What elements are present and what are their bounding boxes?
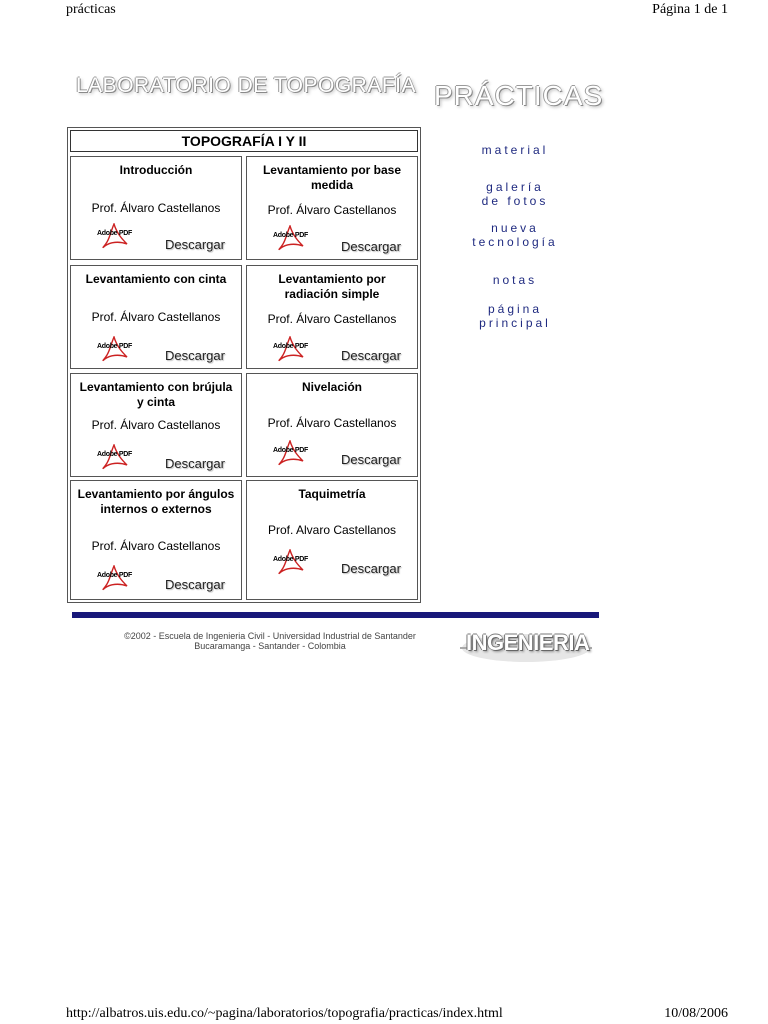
print-header-page: Página 1 de 1 xyxy=(652,2,728,17)
practice-cell-brujula xyxy=(70,373,242,477)
download-link[interactable]: Descargar xyxy=(165,348,225,363)
download-link[interactable]: Descargar xyxy=(165,237,225,252)
practice-cell-angulos xyxy=(70,480,242,600)
pdf-icon[interactable]: Adobe PDF xyxy=(97,336,131,364)
practice-title: Levantamiento por ángulos internos o externos xyxy=(77,487,235,516)
nav-link-nueva-tecnologia[interactable]: nueva tecnología xyxy=(472,221,558,249)
practice-professor: Prof. Álvaro Castellanos xyxy=(91,310,221,324)
divider-bar xyxy=(72,612,599,618)
practice-professor: Prof. Álvaro Castellanos xyxy=(267,416,397,430)
ingenieria-logo: INGENIERIA xyxy=(460,626,592,666)
practice-cell-base-medida xyxy=(246,156,418,260)
download-link[interactable]: Descargar xyxy=(165,456,225,471)
pdf-icon[interactable]: Adobe PDF xyxy=(97,223,131,251)
practice-title: Introducción xyxy=(119,163,193,177)
practice-title: Levantamiento con cinta xyxy=(85,272,227,286)
practice-professor: Prof. Alvaro Castellanos xyxy=(267,523,397,537)
download-link[interactable]: Descargar xyxy=(341,452,401,467)
pdf-icon[interactable]: Adobe PDF xyxy=(97,444,131,472)
download-link[interactable]: Descargar xyxy=(341,348,401,363)
practicas-banner-title: PRÁCTICAS xyxy=(434,80,604,111)
practice-professor: Prof. Álvaro Castellanos xyxy=(91,201,221,215)
practice-professor: Prof. Álvaro Castellanos xyxy=(267,203,397,217)
print-footer-url: http://albatros.uis.edu.co/~pagina/laboratorios/topografia/practicas/index.html xyxy=(66,1006,503,1021)
practice-professor: Prof. Álvaro Castellanos xyxy=(91,539,221,553)
print-header-title: prácticas xyxy=(66,2,116,17)
practice-cell-taquimetria xyxy=(246,480,418,600)
practicas-table xyxy=(67,127,421,603)
practice-title: Nivelación xyxy=(301,380,363,394)
nav-link-notas[interactable]: notas xyxy=(492,273,538,287)
pdf-icon[interactable]: Adobe PDF xyxy=(97,565,131,593)
copyright-notice: ©2002 - Escuela de Ingenieria Civil - Universidad Industrial de Santander Bucaramanga - Santander - Colombia xyxy=(124,631,416,651)
nav-link-material[interactable]: material xyxy=(481,143,549,157)
practice-cell-radiacion xyxy=(246,265,418,369)
pdf-icon[interactable]: Adobe PDF xyxy=(273,336,307,364)
pdf-icon[interactable]: Adobe PDF xyxy=(273,440,307,468)
practice-title: Levantamiento por base medida xyxy=(262,163,402,192)
print-footer-date: 10/08/2006 xyxy=(664,1006,728,1021)
download-link[interactable]: Descargar xyxy=(341,239,401,254)
pdf-icon[interactable]: Adobe PDF xyxy=(273,225,307,253)
practice-title: Taquimetría xyxy=(298,487,366,501)
practice-cell-cinta xyxy=(70,265,242,369)
practice-title: Levantamiento con brújula y cinta xyxy=(79,380,233,409)
table-title: TOPOGRAFÍA I Y II xyxy=(70,130,418,152)
practice-cell-nivelacion xyxy=(246,373,418,477)
practice-title: Levantamiento por radiación simple xyxy=(278,272,386,301)
practice-cell-introduccion xyxy=(70,156,242,260)
lab-banner-title: LABORATORIO DE TOPOGRAFÍA xyxy=(76,74,417,97)
practice-professor: Prof. Álvaro Castellanos xyxy=(267,312,397,326)
download-link[interactable]: Descargar xyxy=(341,561,401,576)
nav-link-pagina-principal[interactable]: página principal xyxy=(479,302,551,330)
nav-link-galeria[interactable]: galería de fotos xyxy=(481,180,549,208)
pdf-icon[interactable]: Adobe PDF xyxy=(273,549,307,577)
download-link[interactable]: Descargar xyxy=(165,577,225,592)
practice-professor: Prof. Álvaro Castellanos xyxy=(91,418,221,432)
